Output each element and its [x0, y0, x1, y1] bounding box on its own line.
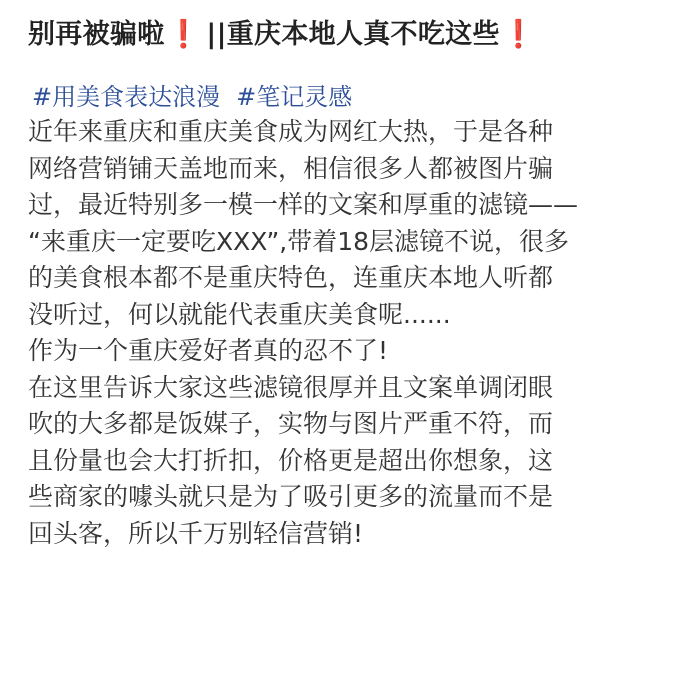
exclamation-icon: ❗ — [501, 19, 536, 50]
title-text-part1: 别再被骗啦 — [28, 19, 165, 50]
body-line: 回头客，所以千万别轻信营销! — [28, 518, 364, 548]
body-line: 近年来重庆和重庆美食成为网红大热，于是各种 — [28, 117, 554, 146]
hashtag-link[interactable]: #用美食表达浪漫 — [32, 83, 221, 111]
body-line: 作为一个重庆爱好者真的忍不了! — [28, 336, 389, 365]
body-line: 些商家的噱头就只是为了吸引更多的流量而不是 — [28, 482, 554, 511]
body-line: 的美食根本都不是重庆特色，连重庆本地人听都 — [28, 263, 554, 292]
post-body — [28, 114, 672, 552]
body-line: 在这里告诉大家这些滤镜很厚并且文案单调闭眼 — [28, 372, 554, 402]
body-line: 过，最近特别多一模一样的文案和厚重的滤镜—— — [28, 190, 579, 219]
body-line: 吹的大多都是饭媒子，实物与图片严重不符，而 — [28, 409, 554, 438]
body-line: 网络营销铺天盖地而来，相信很多人都被图片骗 — [28, 153, 554, 183]
hashtag-list — [28, 80, 672, 114]
title-text-part2: ||重庆本地人真不吃这些 — [206, 19, 500, 50]
body-line: “来重庆一定要吃XXX”,带着18层滤镜不说，很多 — [28, 226, 570, 256]
exclamation-icon: ❗ — [166, 19, 201, 50]
body-line: 没听过，何以就能代表重庆美食呢...... — [28, 299, 451, 329]
body-line: 且份量也会大打折扣，价格更是超出你想象，这 — [28, 445, 554, 475]
hashtag-link[interactable]: #笔记灵感 — [236, 83, 353, 111]
post-title — [28, 15, 672, 55]
